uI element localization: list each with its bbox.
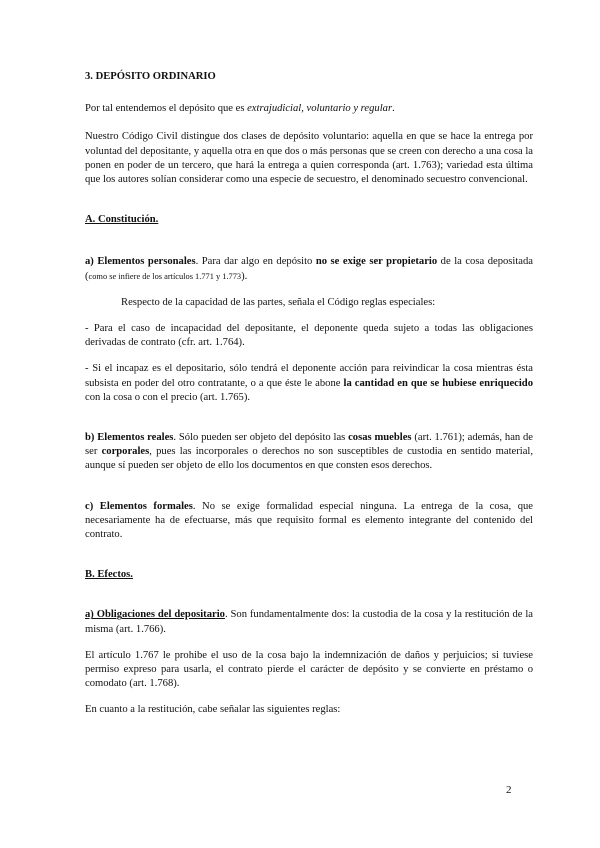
section-b-heading: B. Efectos. bbox=[85, 569, 133, 581]
formales-text-1: . No se exige formalidad especial ninguna. La entrega de la cosa, que necesariamente ha de efectuarse, más que requisito formal es elemento integrante del contenido del contrato. bbox=[85, 500, 533, 541]
incapaz-text-1: - Si el incapaz es el depositario, sólo tendrá el deponente acción para reivindicar la cosa mientras ésta subsista en poder del otro contratante, o a que éste le abone bbox=[85, 363, 533, 389]
incapacidad-paragraph: - Para el caso de incapacidad del depositante, el deponente queda sujeto a todas las obligaciones derivadas de contrato (cfr. art. 1.764). bbox=[85, 323, 533, 349]
reales-paragraph bbox=[85, 431, 533, 474]
articulo-1767-paragraph: El artículo 1.767 le prohibe el uso de la cosa bajo la indemnización de daños y perjuicios; si tuviese permiso expreso para usarla, el contrato pierde el carácter de depósito y se convierte en préstamo o comodato (art. 1.768). bbox=[85, 649, 533, 690]
reales-text-3: , pues las incorporales o derechos no son susceptibles de custodia en sentido material, aunque sí pueden ser objeto de ello los documentos en que consten esos derechos. bbox=[85, 446, 533, 472]
personales-bold: no se exige ser propietario bbox=[315, 256, 438, 268]
incapaz-paragraph bbox=[85, 362, 533, 405]
reales-text-1: . Sólo pueden ser objeto del depósito las bbox=[173, 432, 349, 444]
intro-suffix: . bbox=[392, 103, 395, 115]
reales-bold-1: cosas muebles bbox=[348, 432, 412, 444]
intro-italic: extrajudicial, voluntario y regular bbox=[247, 103, 393, 115]
incapaz-bold: la cantidad en que se hubiese enriquecido bbox=[343, 377, 533, 389]
section-a-heading: A. Constitución. bbox=[85, 214, 159, 226]
personales-text-1: . Para dar algo en depósito bbox=[195, 256, 316, 268]
obligaciones-label: a) Obligaciones del depositario bbox=[85, 609, 225, 621]
intro-prefix: Por tal entendemos el depósito que es bbox=[85, 103, 248, 115]
personales-small: como se infiere de los artículos 1.771 y 1.773 bbox=[88, 271, 242, 281]
reales-text-2: (art. 1.761); además, han de ser bbox=[85, 432, 534, 458]
personales-label: a) Elementos personales bbox=[85, 256, 196, 268]
formales-paragraph bbox=[85, 500, 533, 543]
incapaz-text-2: con la cosa o con el precio (art. 1.765). bbox=[85, 391, 251, 403]
reales-bold-2: corporales bbox=[101, 446, 150, 458]
restitucion-paragraph: En cuanto a la restitución, cabe señalar las siguientes reglas: bbox=[85, 704, 341, 716]
personales-text-2: de la cosa depositada ( bbox=[85, 256, 533, 282]
reales-label: b) Elementos reales bbox=[85, 432, 174, 444]
section-title: 3. DEPÓSITO ORDINARIO bbox=[85, 71, 216, 82]
clases-paragraph: Nuestro Código Civil distingue dos clases de depósito voluntario: aquella en que se hace la entrega por voluntad del depositante, y aquella otra en que dos o más personas que se creen con derecho a una cosa la ponen en poder de un tercero, que hará la entrega a quien corresponda (art. 1.763); variedad esta última que los autores solían considerar como una especie de secuestro, el denominado secuestro convencional. bbox=[85, 131, 534, 186]
intro-paragraph bbox=[85, 102, 533, 116]
obligaciones-text-1: . Son fundamentalmente dos: la custodia de la cosa y la restitución de la misma (art. 1.766). bbox=[85, 609, 533, 635]
formales-label: c) Elementos formales bbox=[85, 500, 193, 512]
obligaciones-paragraph bbox=[85, 608, 533, 636]
personales-text-3: ). bbox=[241, 270, 248, 282]
personales-paragraph bbox=[85, 255, 533, 283]
document-page bbox=[85, 62, 533, 718]
page-number: 2 bbox=[506, 784, 512, 796]
capacidad-paragraph: Respecto de la capacidad de las partes, señala el Código reglas especiales: bbox=[121, 296, 436, 308]
